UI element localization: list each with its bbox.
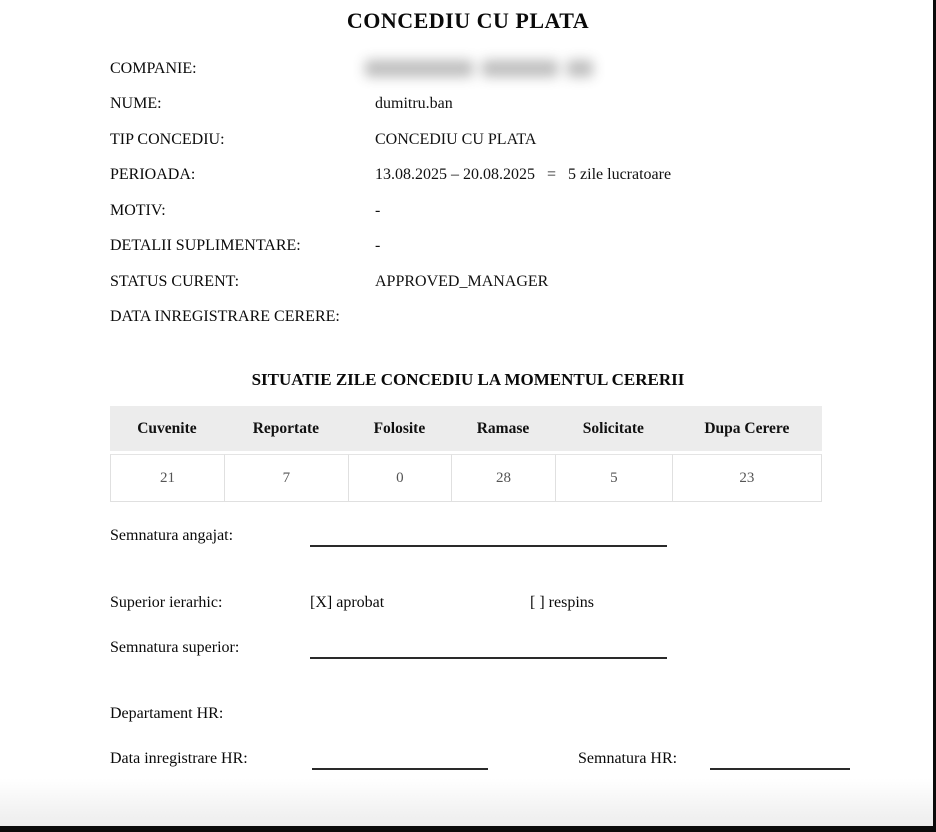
field-value: - — [375, 201, 381, 219]
page-title: CONCEDIU CU PLATA — [346, 8, 590, 33]
field-value: APPROVED_MANAGER — [375, 272, 549, 290]
days-table-title: SITUATIE ZILE CONCEDIU LA MOMENTUL CERERII — [251, 370, 685, 389]
field-label: NUME: — [110, 95, 162, 113]
field-value: - — [375, 237, 381, 255]
field-label: DATA INREGISTRARE CERERE: — [110, 308, 340, 326]
field-row-motiv — [110, 193, 826, 229]
field-label: PERIOADA: — [110, 166, 196, 184]
table-value-row — [110, 454, 822, 502]
table-cell-ramase: 28 — [451, 454, 555, 502]
page-bottom-shadow — [0, 778, 933, 826]
field-label: MOTIV: — [110, 201, 166, 219]
table-cell-cuvenite: 21 — [110, 454, 224, 502]
table-cell-folosite: 0 — [348, 454, 451, 502]
table-header-cuvenite: Cuvenite — [110, 406, 224, 454]
field-label: TIP CONCEDIU: — [110, 130, 225, 148]
hr-department-label: Departament HR: — [110, 705, 224, 722]
field-row-detalii — [110, 229, 826, 265]
employee-signature-line — [310, 545, 667, 547]
table-header-ramase: Ramase — [451, 406, 555, 454]
field-row-tip-concediu — [110, 122, 826, 158]
field-value: CONCEDIU CU PLATA — [375, 130, 537, 148]
field-value: 13.08.2025 – 20.08.2025 = 5 zile lucratoare — [375, 166, 672, 184]
redaction-blur — [365, 60, 593, 77]
superior-signature-label: Semnatura superior: — [110, 639, 240, 656]
superior-signature-line — [310, 657, 667, 659]
field-label: DETALII SUPLIMENTARE: — [110, 237, 301, 255]
leave-days-table — [110, 406, 822, 502]
hr-date-line — [312, 768, 488, 770]
hr-signature-label: Semnatura HR: — [578, 750, 678, 767]
table-header-folosite: Folosite — [348, 406, 451, 454]
table-header-dupa-cerere: Dupa Cerere — [672, 406, 822, 454]
approved-checkbox-text: [X] aprobat — [310, 594, 385, 611]
table-header-solicitate: Solicitate — [555, 406, 672, 454]
field-list — [110, 51, 826, 335]
rejected-checkbox-text: [ ] respins — [530, 594, 594, 611]
employee-signature-label: Semnatura angajat: — [110, 527, 234, 544]
window-edge-bottom — [0, 826, 936, 832]
field-row-perioada — [110, 158, 826, 194]
table-cell-dupa-cerere: 23 — [672, 454, 822, 502]
field-row-companie — [110, 51, 826, 87]
superior-decision-label: Superior ierarhic: — [110, 594, 223, 611]
table-cell-reportate: 7 — [224, 454, 348, 502]
field-row-status — [110, 264, 826, 300]
table-header-row — [110, 406, 822, 454]
field-value: dumitru.ban — [375, 95, 453, 113]
table-header-reportate: Reportate — [224, 406, 348, 454]
hr-signature-line — [710, 768, 850, 770]
field-label: COMPANIE: — [110, 59, 197, 77]
field-row-data-inregistrare — [110, 300, 826, 336]
field-label: STATUS CURENT: — [110, 272, 240, 290]
hr-date-label: Data inregistrare HR: — [110, 750, 248, 767]
table-cell-solicitate: 5 — [555, 454, 672, 502]
